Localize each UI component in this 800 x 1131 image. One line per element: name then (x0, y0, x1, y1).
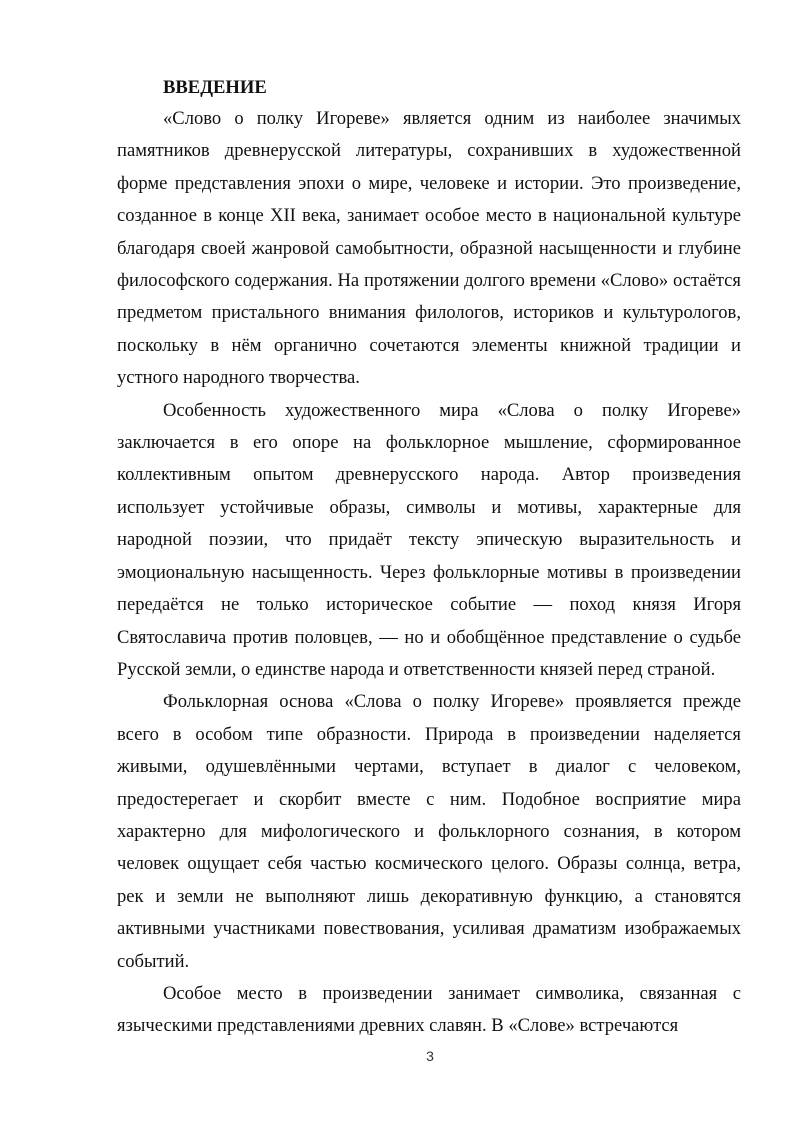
paragraph-4: Особое место в произведении занимает символика, связанная с языческими представлениями древних славян. В «Слове» встречаются (117, 982, 741, 1037)
document-body (117, 76, 741, 1043)
paragraph-2: Особенность художественного мира «Слова о полку Игореве» заключается в его опоре на фольклорное мышление, сформированное коллективным опытом древнерусского народа. Автор произведения использует устойчивые образы, символы и мотивы, характерные для народной поэзии, что придаёт тексту эпическую выразительность и эмоциональную насыщенность. Через фольклорные мотивы в произведении передаётся не только историческое событие — поход князя Игоря Святославича против половцев, — но и обобщённое представление о судьбе Русской земли, о единстве народа и ответственности князей перед страной. (117, 399, 741, 680)
paragraph-3: Фольклорная основа «Слова о полку Игореве» проявляется прежде всего в особом типе образности. Природа в произведении наделяется живыми, одушевлёнными чертами, вступает в диалог с человеком, предостерегает и скорбит вместе с ним. Подобное восприятие мира характерно для мифологического и фольклорного сознания, в котором человек ощущает себя частью космического целого. Образы солнца, ветра, рек и земли не выполняют лишь декоративную функцию, а становятся активными участниками повествования, усиливая драматизм изображаемых событий. (117, 691, 741, 972)
paragraph-1: «Слово о полку Игореве» является одним из наиболее значимых памятников древнерусской литературы, сохранивших в художественной форме представления эпохи о мире, человеке и истории. Это произведение, созданное в конце XII века, занимает особое место в национальной культуре благодаря своей жанровой самобытности, образной насыщенности и глубине философского содержания. На протяжении долгого времени «Слово» остаётся предметом пристального внимания филологов, историков и культурологов, поскольку в нём органично сочетаются элементы книжной традиции и устного народного творчества. (117, 108, 741, 389)
page-number: 3 (426, 1048, 434, 1064)
section-heading: ВВЕДЕНИЕ (163, 77, 267, 98)
